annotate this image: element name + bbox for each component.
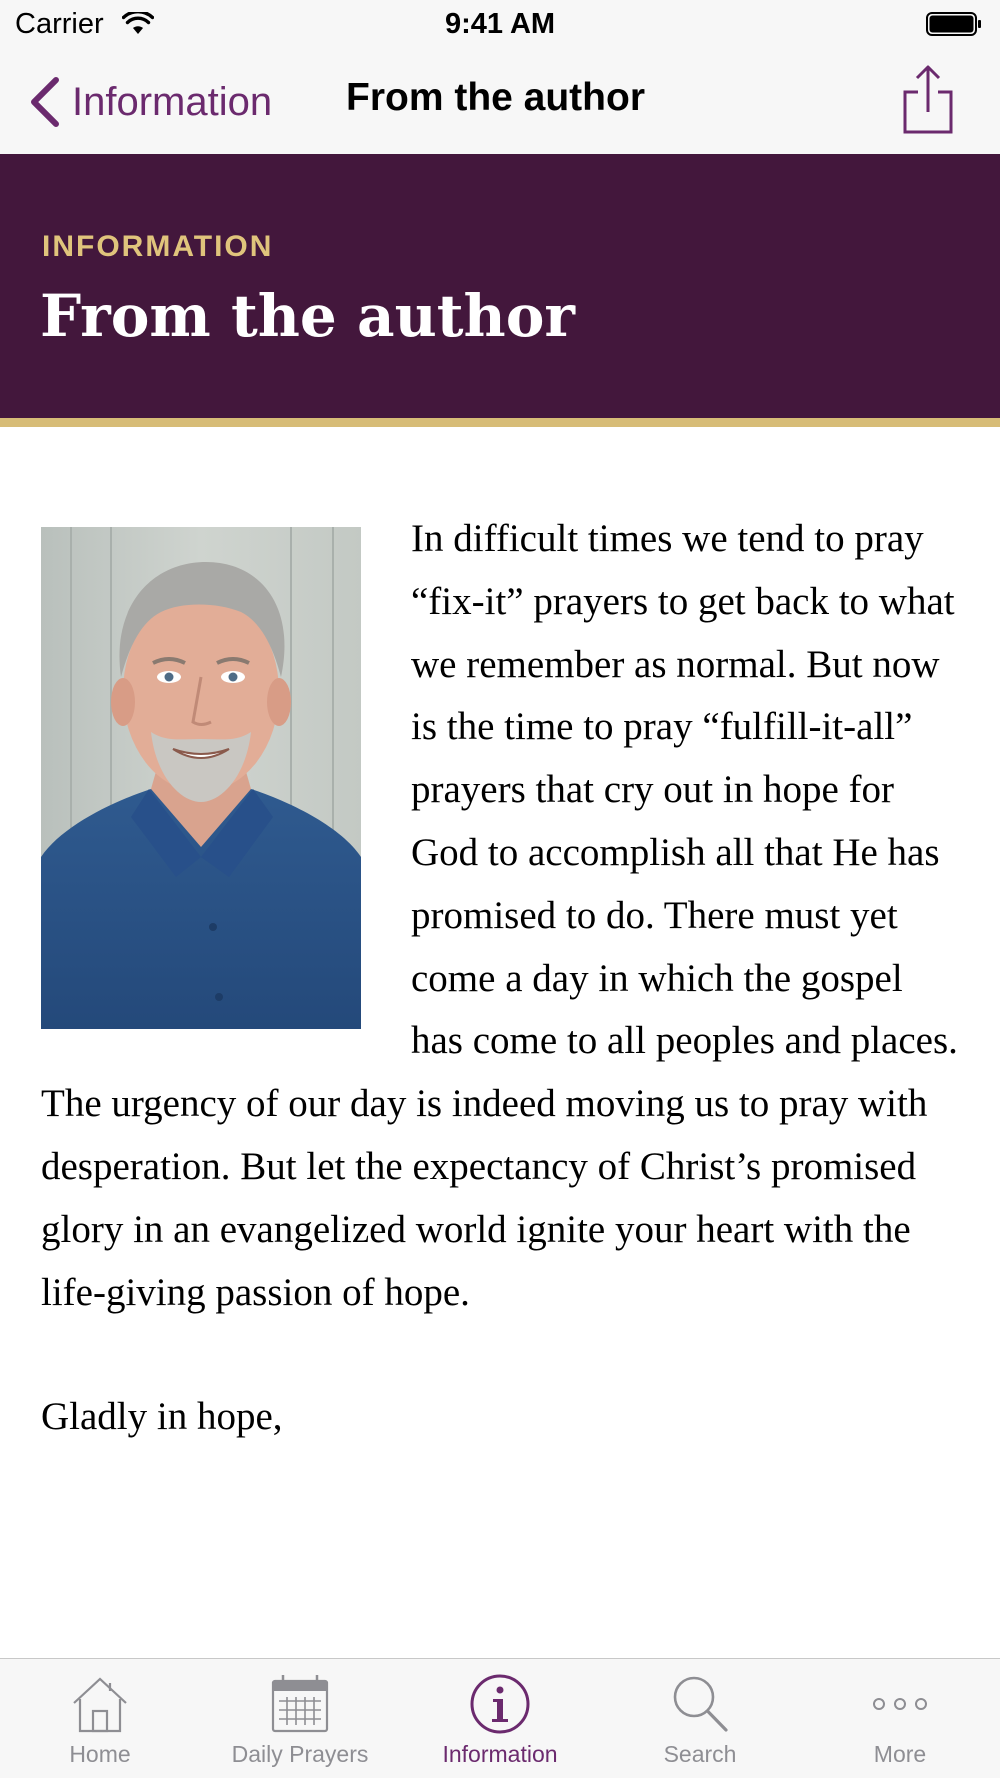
banner-eyebrow: INFORMATION — [42, 230, 274, 263]
carrier-label: Carrier — [15, 8, 104, 40]
tab-more[interactable] — [800, 1659, 1000, 1778]
share-icon[interactable] — [900, 64, 956, 136]
tab-search[interactable] — [600, 1659, 800, 1778]
chevron-left-icon — [26, 76, 62, 128]
article-paragraph: In difficult times we tend to pray “fix-it” prayers to get back to what we remember as normal. But now is the time to pray “fulfill-it-all” prayers that cry out in hope for God to accomplish all that He has promised to do. There must yet come a day in which the gospel has come to all peoples and places. The urgency of our day is indeed moving us to pray with desperation. But let the expectancy of Christ’s promised glory in an evangelized world ignite your heart with the life-giving passion of hope. — [41, 517, 958, 1314]
calendar-icon — [270, 1673, 330, 1735]
tab-label: Search — [663, 1741, 737, 1767]
tab-home[interactable] — [0, 1659, 200, 1778]
back-button-label: Information — [72, 79, 273, 124]
tab-bar — [0, 1658, 1000, 1778]
back-button[interactable] — [26, 72, 272, 132]
tab-label: More — [873, 1741, 927, 1767]
tab-label: Information — [442, 1741, 558, 1767]
battery-icon — [926, 12, 982, 36]
banner-title: From the author — [40, 282, 575, 350]
status-bar — [0, 0, 1000, 50]
navigation-bar — [0, 50, 1000, 154]
clock: 9:41 AM — [444, 8, 556, 40]
tab-information[interactable] — [400, 1659, 600, 1778]
more-icon — [870, 1673, 930, 1735]
nav-title: From the author — [346, 76, 645, 119]
banner-divider — [0, 418, 1000, 427]
tab-daily-prayers[interactable] — [200, 1659, 400, 1778]
search-icon — [670, 1673, 730, 1735]
author-portrait — [41, 527, 361, 1029]
article-signoff: Gladly in hope, — [41, 1395, 283, 1439]
house-icon — [70, 1673, 130, 1735]
info-icon — [470, 1673, 530, 1735]
tab-label: Daily Prayers — [231, 1741, 369, 1767]
article-content — [41, 508, 961, 1449]
tab-label: Home — [69, 1741, 131, 1767]
header-banner — [0, 154, 1000, 418]
